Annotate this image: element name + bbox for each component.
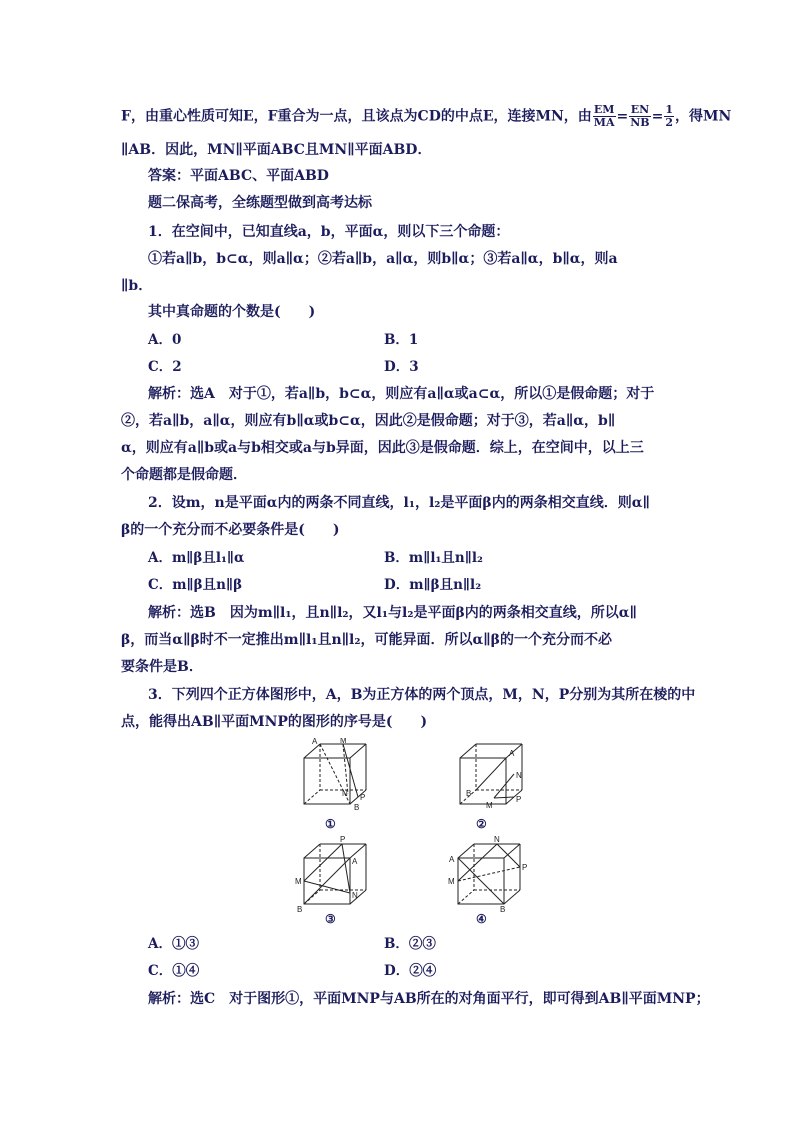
- cube-figure-1: [296, 738, 376, 810]
- svg-text:P: P: [516, 795, 522, 804]
- q2-solution-2: β，而当α∥β时不一定推出m∥l₁且n∥l₂，可能异面．所以α∥β的一个充分而不必: [121, 632, 612, 648]
- label-n: N: [342, 789, 348, 798]
- q3-solution-1: 解析：选C 对于图形①，平面MNP与AB所在的对角面平行，即可得到AB∥平面MNP；: [148, 991, 710, 1007]
- fraction-one-half: $\frac{1}{2}$: [665, 103, 673, 129]
- svg-text:M: M: [486, 801, 493, 810]
- svg-text:M: M: [295, 877, 302, 886]
- q1-stem: 1．在空间中，已知直线a，b，平面α，则以下三个命题：: [148, 224, 510, 240]
- label-m: M: [340, 738, 347, 745]
- svg-text:N: N: [516, 771, 522, 780]
- q3-option-d: D．②④: [384, 963, 437, 979]
- svg-text:B: B: [297, 905, 303, 912]
- q2-stem-2: β的一个充分而不必要条件是( ): [121, 522, 340, 538]
- svg-text:M: M: [448, 877, 455, 886]
- q1-line2: ①若a∥b，b⊂α，则a∥α；②若a∥b，a∥α，则b∥α；③若a∥α，b∥α，则a: [148, 251, 618, 267]
- svg-text:A: A: [509, 749, 515, 758]
- svg-text:A: A: [449, 855, 455, 864]
- figure-caption-4: ④: [476, 912, 487, 926]
- svg-text:N: N: [352, 891, 358, 900]
- q1-option-a: A．0: [148, 332, 182, 348]
- top-line-1: F，由重心性质可知E，F重合为一点，且该点为CD的中点E，连接MN，由 $\frac{EM}{MA}$ = $\frac{EN}{NB}$ = $\frac{1}{2}$ ，得MN: [121, 103, 732, 129]
- svg-text:P: P: [522, 863, 528, 872]
- q2-option-c: C．m∥β且n∥β: [148, 577, 243, 593]
- q1-ask: 其中真命题的个数是( ): [148, 304, 316, 320]
- svg-text:A: A: [352, 857, 358, 866]
- svg-text:B: B: [500, 905, 506, 912]
- q2-solution-1: 解析：选B 因为m∥l₁，且n∥l₂，又l₁与l₂是平面β内的两条相交直线，所以α∥: [148, 605, 637, 621]
- top-line-2: ∥AB．因此，MN∥平面ABC且MN∥平面ABD．: [121, 142, 432, 158]
- answer-line: 答案：平面ABC、平面ABD: [148, 168, 329, 184]
- q2-option-d: D．m∥β且n∥l₂: [384, 577, 482, 593]
- q2-option-a: A．m∥β且l₁∥α: [148, 550, 245, 566]
- q1-solution-3: α，则应有a∥b或a与b相交或a与b异面，因此③是假命题．综上，在空间中，以上三: [121, 440, 644, 456]
- q2-option-b: B．m∥l₁且n∥l₂: [384, 550, 483, 566]
- top-line-1-text: F，由重心性质可知E，F重合为一点，且该点为CD的中点E，连接MN，由: [121, 108, 592, 125]
- label-p: P: [360, 793, 366, 802]
- cube-figure-4: [446, 834, 530, 912]
- q2-solution-3: 要条件是B．: [121, 659, 203, 675]
- q3-option-b: B．②③: [384, 936, 436, 952]
- q3-option-c: C．①④: [148, 963, 200, 979]
- q1-line3: ∥b．: [121, 278, 153, 294]
- q1-option-b: B．1: [384, 332, 419, 348]
- figure-caption-1: ①: [325, 817, 336, 831]
- svg-text:B: B: [466, 789, 472, 798]
- q2-stem: 2．设m，n是平面α内的两条不同直线，l₁，l₂是平面β内的两条相交直线．则α∥: [148, 495, 650, 511]
- fraction-en-nb: $\frac{EN}{NB}$: [630, 103, 650, 129]
- q3-option-a: A．①③: [148, 936, 199, 952]
- fraction-em-ma: $\frac{EM}{MA}$: [593, 103, 615, 129]
- q1-option-c: C．2: [148, 359, 182, 375]
- svg-text:N: N: [494, 835, 500, 844]
- svg-text:P: P: [340, 835, 346, 844]
- figure-caption-3: ③: [325, 912, 336, 926]
- q1-solution-2: ②，若a∥b，a∥α，则应有b∥α或b⊂α，因此②是假命题；对于③，若a∥α，b∥: [121, 413, 616, 429]
- q3-stem-2: 点，能得出AB∥平面MNP的图形的序号是( ): [121, 714, 428, 730]
- q1-option-d: D．3: [384, 359, 419, 375]
- cube-figure-2: [452, 738, 532, 810]
- cube-figure-3: [294, 834, 374, 912]
- section-heading: 题二保高考，全练题型做到高考达标: [148, 195, 372, 211]
- q1-solution-1: 解析：选A 对于①，若a∥b，b⊂α，则应有a∥α或a⊂α，所以①是假命题；对于: [148, 386, 655, 402]
- label-b: B: [354, 803, 360, 810]
- label-a: A: [312, 738, 318, 746]
- q3-stem: 3．下列四个正方体图形中，A，B为正方体的两个顶点，M，N，P分别为其所在棱的中: [148, 687, 696, 703]
- figure-caption-2: ②: [476, 817, 487, 831]
- q1-solution-4: 个命题都是假命题．: [121, 467, 247, 483]
